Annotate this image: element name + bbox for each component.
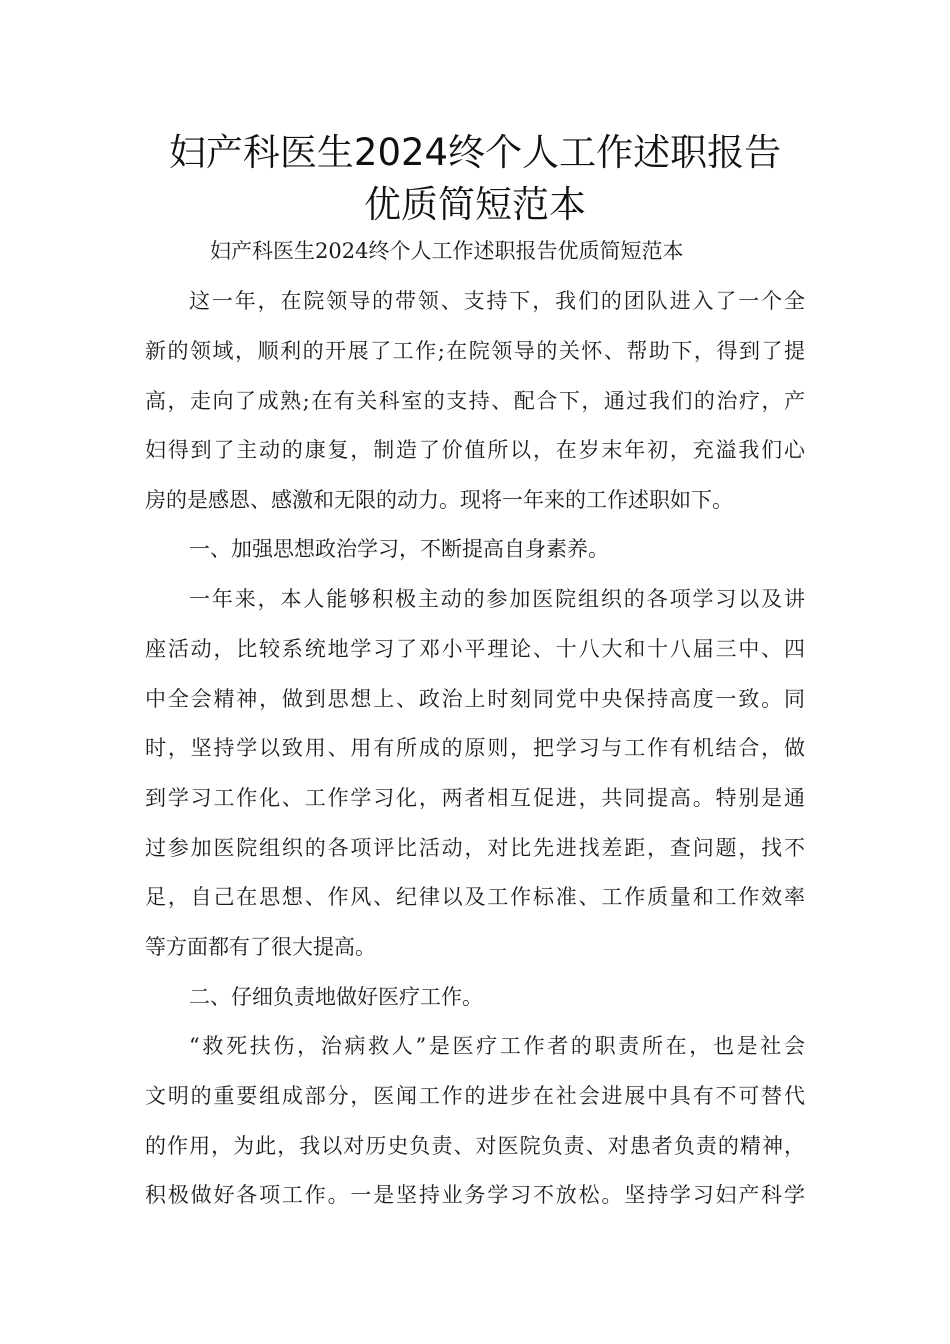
paragraph-line: 的作用，为此，我以对历史负责、对医院负责、对患者负责的精神， [145,1134,805,1158]
paragraph-line: 时，坚持学以致用、用有所成的原则，把学习与工作有机结合，做 [145,736,805,760]
paragraph-line: 到学习工作化、工作学习化，两者相互促进，共同提高。特别是通 [145,786,805,810]
section-heading-2: 二、仔细负责地做好医疗工作。 [189,985,483,1009]
paragraph-line: 房的是感恩、感激和无限的动力。现将一年来的工作述职如下。 [145,488,733,512]
paragraph-line: 等方面都有了很大提高。 [145,935,376,959]
document-title-line-2: 优质简短范本 [364,183,586,226]
paragraph-line: 一年来，本人能够积极主动的参加医院组织的各项学习以及讲 [189,587,805,611]
paragraph-line: 高，走向了成熟;在有关科室的支持、配合下，通过我们的治疗，产 [145,389,805,413]
paragraph-line: 积极做好各项工作。一是坚持业务学习不放松。坚持学习妇产科学 [145,1183,805,1207]
paragraph-line: 文明的重要组成部分，医闻工作的进步在社会进展中具有不可替代 [145,1084,805,1108]
paragraph-line: 座活动，比较系统地学习了邓小平理论、十八大和十八届三中、四 [145,637,805,661]
section-heading-1: 一、加强思想政治学习，不断提高自身素养。 [189,537,609,561]
paragraph-line: 新的领域，顺利的开展了工作;在院领导的关怀、帮助下，得到了提 [145,339,805,363]
paragraph-line: 足，自己在思想、作风、纪律以及工作标准、工作质量和工作效率 [145,885,805,909]
document-title-line-1: 妇产科医生2024终个人工作述职报告 [168,131,782,174]
paragraph-line: 过参加医院组织的各项评比活动，对比先进找差距，查问题，找不 [145,836,805,860]
paragraph-line: “救死扶伤，治病救人”是医疗工作者的职责所在，也是社会 [189,1034,805,1058]
paragraph-line: 妇得到了主动的康复，制造了价值所以，在岁末年初，充溢我们心 [145,438,805,462]
paragraph-line: 中全会精神，做到思想上、政治上时刻同党中央保持高度一致。同 [145,687,805,711]
document-subtitle: 妇产科医生2024终个人工作述职报告优质简短范本 [210,239,684,263]
paragraph-line: 这一年，在院领导的带领、支持下，我们的团队进入了一个全 [189,289,805,313]
